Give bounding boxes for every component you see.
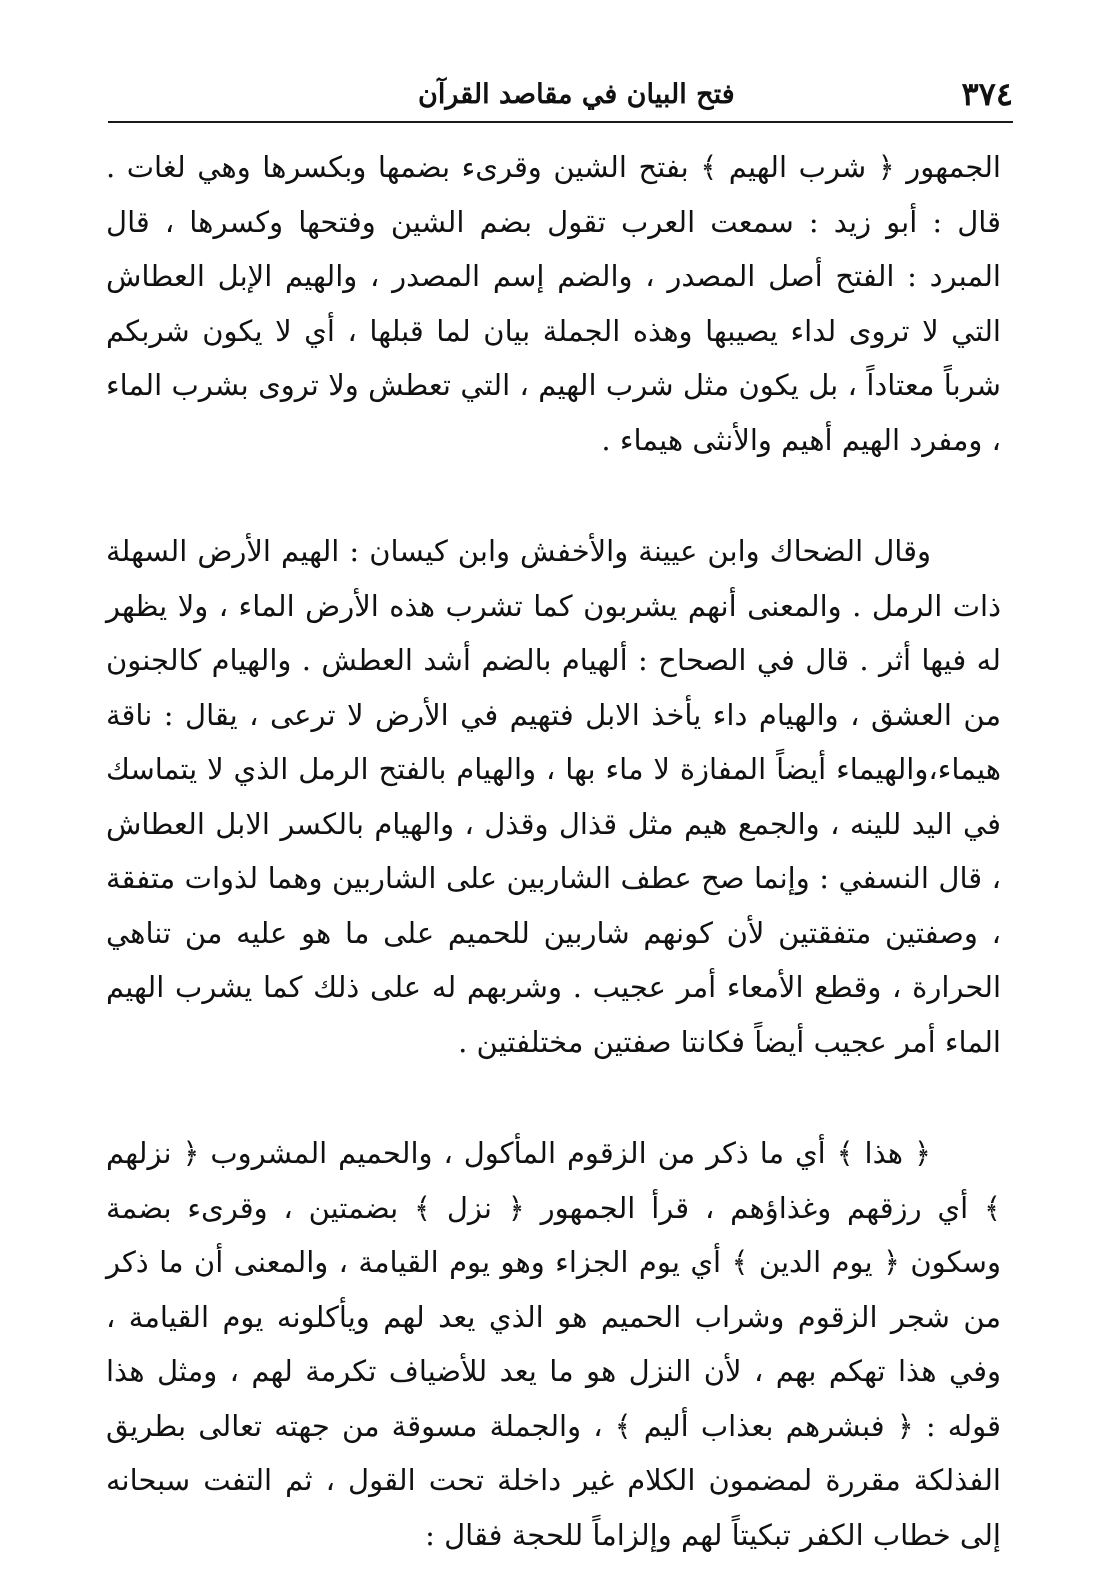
page-number: ٣٧٤ [961, 75, 1013, 113]
paragraph-1: الجمهور ﴿ شرب الهيم ﴾ بفتح الشين وقرىء بضمها وبكسرها وهي لغات . قال : أبو زيد : سمعت العرب تقول بضم الشين وفتحها وكسرها ، قال المبرد : الفتح أصل المصدر ، والضم إسم المصدر ، والهيم الإبل العطاش التي لا تروى لداء يصيبها وهذه الجملة بيان لما قبلها ، أي لا يكون شربكم شرباً معتاداً ، بل يكون مثل شرب الهيم ، التي تعطش ولا تروى بشرب الماء ، ومفرد الهيم أهيم والأنثى هيماء . [106, 150, 1001, 457]
running-title: فتح البيان في مقاصد القرآن [418, 78, 735, 110]
body-text [106, 140, 1001, 1562]
paragraph-2: وقال الضحاك وابن عيينة والأخفش وابن كيسان : الهيم الأرض السهلة ذات الرمل . والمعنى أنهم يشربون كما تشرب هذه الأرض الماء ، ولا يظهر له فيها أثر . قال في الصحاح : ألهيام بالضم أشد العطش . والهيام كالجنون من العشق ، والهيام داء يأخذ الابل فتهيم في الأرض لا ترعى ، يقال : ناقة هيماء،والهيماء أيضاً المفازة لا ماء بها ، والهيام بالفتح الرمل الذي لا يتماسك في اليد للينه ، والجمع هيم مثل قذال وقذل ، والهيام بالكسر الابل العطاش ، قال النسفي : وإنما صح عطف الشاربين على الشاربين وهما لذوات متفقة ، وصفتين متفقتين لأن كونهم شاربين للحميم على ما هو عليه من تناهي الحرارة ، وقطع الأمعاء أمر عجيب . وشربهم له على ذلك كما يشرب الهيم الماء أمر عجيب أيضاً فكانتا صفتين مختلفتين . [106, 534, 1001, 1059]
page-header [108, 68, 1013, 120]
paragraph-3: ﴿ هذا ﴾ أي ما ذكر من الزقوم المأكول ، والحميم المشروب ﴿ نزلهم ﴾ أي رزقهم وغذاؤهم ، قرأ الجمهور ﴿ نزل ﴾ بضمتين ، وقرىء بضمة وسكون ﴿ يوم الدين ﴾ أي يوم الجزاء وهو يوم القيامة ، والمعنى أن ما ذكر من شجر الزقوم وشراب الحميم هو الذي يعد لهم ويأكلونه يوم القيامة ، وفي هذا تهكم بهم ، لأن النزل هو ما يعد للأضياف تكرمة لهم ، ومثل هذا قوله : ﴿ فبشرهم بعذاب أليم ﴾ ، والجملة مسوقة من جهته تعالى بطريق الفذلكة مقررة لمضمون الكلام غير داخلة تحت القول ، ثم التفت سبحانه إلى خطاب الكفر تبكيتاً لهم وإلزاماً للحجة فقال : [106, 1136, 1001, 1552]
header-divider [108, 121, 1013, 123]
